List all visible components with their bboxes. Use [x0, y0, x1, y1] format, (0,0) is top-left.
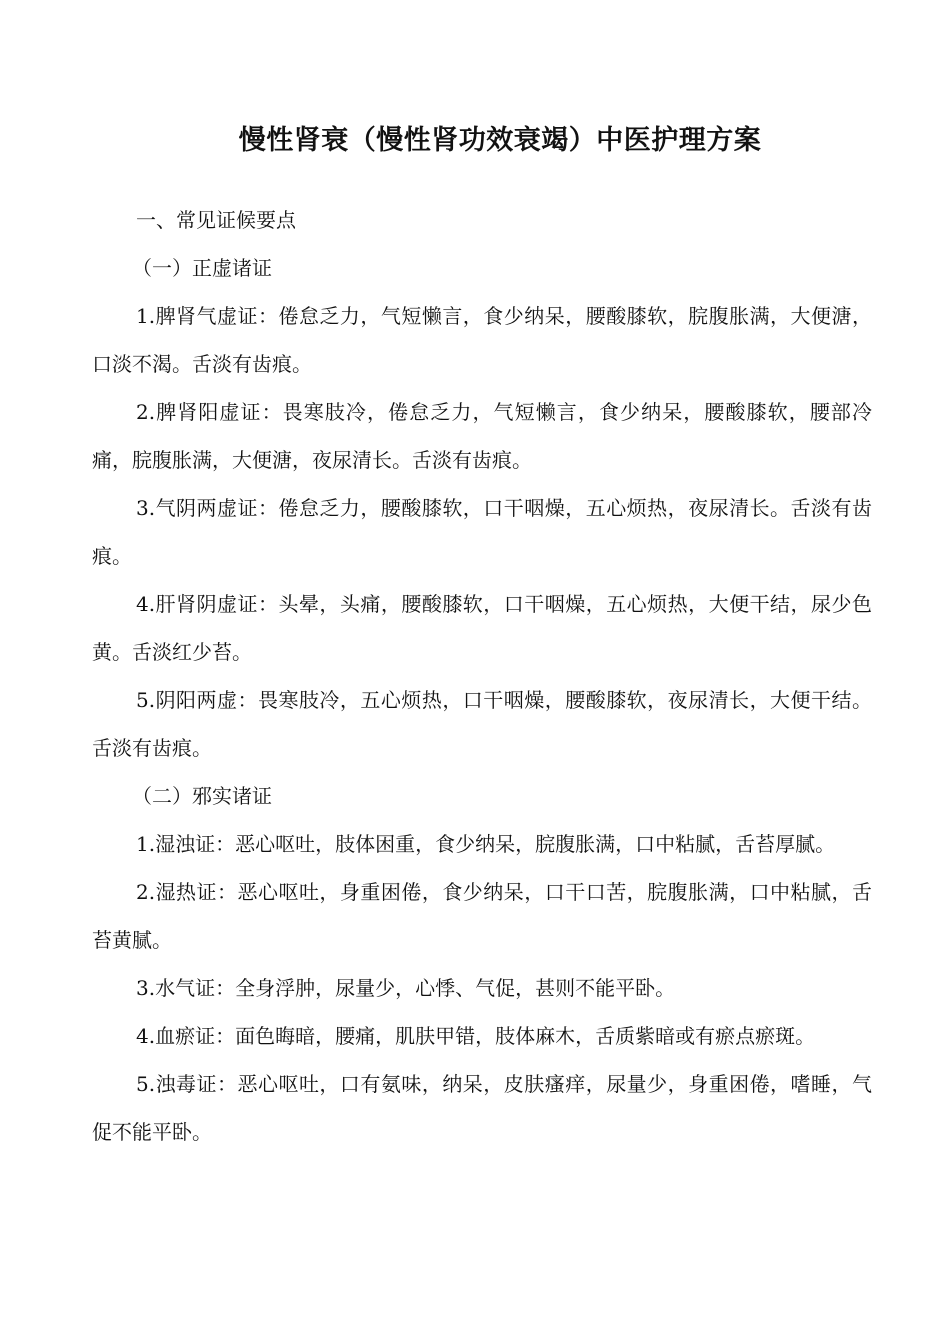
paragraph: 1.湿浊证：恶心呕吐，肢体困重，食少纳呆，脘腹胀满，口中粘腻，舌苔厚腻。	[136, 832, 836, 856]
paragraph: 2.湿热证：恶心呕吐，身重困倦，食少纳呆，口干口苦，脘腹胀满，口中粘腻，舌苔黄腻。	[92, 880, 872, 952]
paragraph: 3.水气证：全身浮肿，尿量少，心悸、气促，甚则不能平卧。	[136, 976, 676, 1000]
paragraph: 2.脾肾阳虚证：畏寒肢冷，倦怠乏力，气短懒言，食少纳呆，腰酸膝软，腰部冷痛，脘腹胀满，大便溏，夜尿清长。舌淡有齿痕。	[92, 400, 872, 472]
paragraph: 3.气阴两虚证：倦怠乏力，腰酸膝软，口干咽燥，五心烦热，夜尿清长。舌淡有齿痕。	[92, 496, 872, 568]
section-heading-1: 一、常见证候要点	[136, 208, 296, 232]
subsection-heading-2: （二）邪实诸证	[132, 784, 272, 808]
paragraph: 4.肝肾阴虚证：头晕，头痛，腰酸膝软，口干咽燥，五心烦热，大便干结，尿少色黄。舌淡红少苔。	[92, 592, 872, 664]
page-title: 慢性肾衰（慢性肾功效衰竭）中医护理方案	[238, 125, 762, 156]
document-body	[92, 196, 872, 1156]
paragraph: 5.阴阳两虚：畏寒肢冷，五心烦热，口干咽燥，腰酸膝软，夜尿清长，大便干结。舌淡有齿痕。	[92, 688, 872, 760]
subsection-heading-1: （一）正虚诸证	[132, 256, 272, 280]
paragraph: 4.血瘀证：面色晦暗，腰痛，肌肤甲错，肢体麻木，舌质紫暗或有瘀点瘀斑。	[136, 1024, 816, 1048]
paragraph: 1.脾肾气虚证：倦怠乏力，气短懒言，食少纳呆，腰酸膝软，脘腹胀满，大便溏，口淡不渴。舌淡有齿痕。	[92, 304, 872, 376]
paragraph: 5.浊毒证：恶心呕吐，口有氨味，纳呆，皮肤瘙痒，尿量少，身重困倦，嗜睡，气促不能平卧。	[92, 1072, 872, 1144]
